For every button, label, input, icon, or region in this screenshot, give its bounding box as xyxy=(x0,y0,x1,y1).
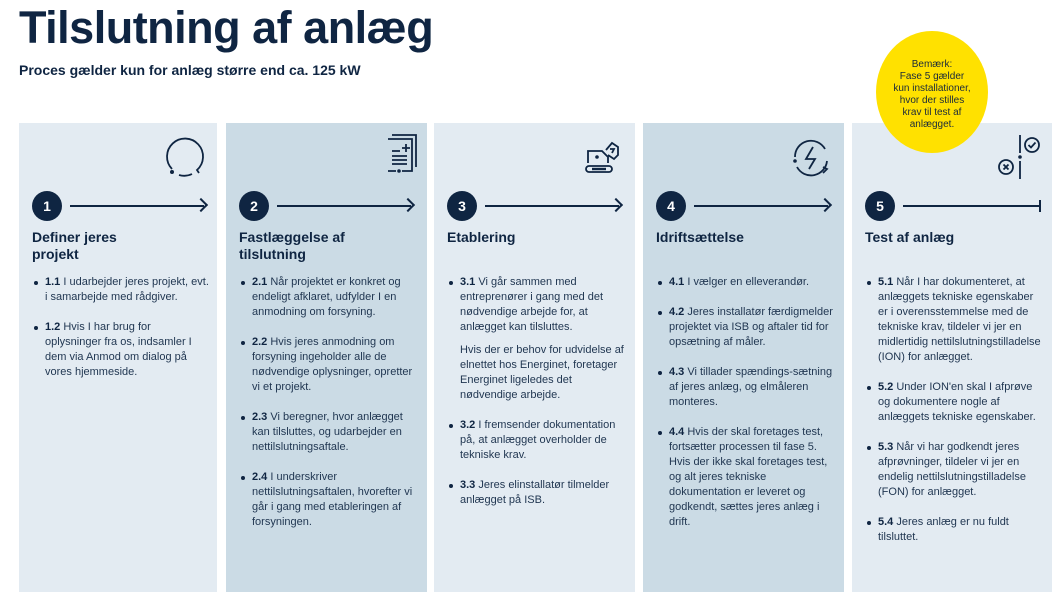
phase-title: Etablering xyxy=(447,229,516,245)
step-number: 5 xyxy=(865,191,895,221)
list-item: 5.4 Jeres anlæg er nu fuldt tilsluttet. xyxy=(865,515,1044,545)
note-text xyxy=(882,53,982,131)
note-line: anlægget. xyxy=(909,119,955,130)
step-indicator xyxy=(447,191,625,219)
phase-title: Fastlæggelse af tilslutning xyxy=(239,229,345,262)
phase-items xyxy=(656,275,836,545)
list-item: 5.1 Når I har dokumenteret, at anlæggets tekniske egenskaber er i overensstemmelse med de tekniske krav, tildeler vi jer en midlertidig nettilslutningstilladelse (ION) for anlægget. xyxy=(865,275,1044,365)
phase-title: Test af anlæg xyxy=(865,229,955,245)
phase-3-panel xyxy=(434,123,635,592)
list-item: 1.2 Hvis I har brug for oplysninger fra os, indsamler I dem via Anmod om dialog på vores hjemmeside. xyxy=(32,320,209,380)
phase-items xyxy=(865,275,1044,560)
timeline-line xyxy=(903,205,1039,207)
laptop-hand-icon xyxy=(580,133,628,181)
phase-title: Idriftsættelse xyxy=(656,229,744,245)
list-item: 3.2 I fremsender dokumentation på, at anlægget overholder de tekniske krav. xyxy=(447,418,627,463)
arrow-line xyxy=(694,205,828,207)
list-item: 2.2 Hvis jeres anmodning om forsyning ingeholder alle de nødvendige oplysninger, opretter vi et projekt. xyxy=(239,335,419,395)
arrow-right-icon xyxy=(818,198,832,212)
arrow-right-icon xyxy=(401,198,415,212)
step-number: 3 xyxy=(447,191,477,221)
arrow-right-icon xyxy=(609,198,623,212)
arrow-line xyxy=(277,205,411,207)
arrow-right-icon xyxy=(194,198,208,212)
page-subtitle: Proces gælder kun for anlæg større end ca. 125 kW xyxy=(19,62,361,78)
list-item: 5.2 Under ION'en skal I afprøve og dokumentere nogle af anlæggets tekniske egenskaber. xyxy=(865,380,1044,425)
list-item: 2.1 Når projektet er konkret og endeligt afklaret, udfylder I en anmodning om forsyning. xyxy=(239,275,419,320)
phase-items xyxy=(447,275,627,523)
page-title: Tilslutning af anlæg xyxy=(19,2,434,53)
note-line: Fase 5 gælder xyxy=(899,71,965,82)
phase-1-panel xyxy=(19,123,217,592)
list-item: 4.4 Hvis der skal foretages test, fortsætter processen til fase 5. Hvis der ikke skal foretages test, og alt jeres tekniske dokumentation er leveret og godkendt, sættes jeres anlæg i drift. xyxy=(656,425,836,530)
timeline-end-icon xyxy=(1039,200,1041,212)
list-item: 3.1 Vi går sammen med entreprenører i gang med det nødvendige arbejde for, at anlægget kan tilsluttes. Hvis der er behov for udvidelse af elnettet hos Energinet, foretager Energinet ligeledes det nødvendige arbejde. xyxy=(447,275,627,403)
list-item: 2.4 I underskriver nettilslutningsaftalen, hvorefter vi går i gang med etableringen af forsyningen. xyxy=(239,470,419,530)
note-line: hvor der stilles xyxy=(899,95,965,106)
list-item: 1.1 I udarbejder jeres projekt, evt. i samarbejde med rådgiver. xyxy=(32,275,209,305)
list-item: 4.3 Vi tillader spændings-sætning af jeres anlæg, og elmåleren monteres. xyxy=(656,365,836,410)
document-plus-icon xyxy=(376,131,424,179)
phase-items xyxy=(239,275,419,545)
step-number: 2 xyxy=(239,191,269,221)
phase-items xyxy=(32,275,209,395)
arrow-line xyxy=(485,205,619,207)
list-item: 4.1 I vælger en elleverandør. xyxy=(656,275,836,290)
note-line: kun installationer, xyxy=(893,83,971,94)
step-indicator xyxy=(32,191,207,219)
phase-4-panel xyxy=(643,123,844,592)
list-item: 3.3 Jeres elinstallatør tilmelder anlægget på ISB. xyxy=(447,478,627,508)
phase-title: Definer jeres projekt xyxy=(32,229,117,262)
step-indicator xyxy=(656,191,834,219)
speech-bubble-icon xyxy=(159,135,207,183)
list-item: 5.3 Når vi har godkendt jeres afprøvninger, tildeler vi jer en endelig nettilslutningstilladelse (FON) for anlægget. xyxy=(865,440,1044,500)
phase-5-panel xyxy=(852,123,1052,592)
step-number: 4 xyxy=(656,191,686,221)
note-line: Bemærk: xyxy=(911,59,953,70)
power-cycle-icon xyxy=(787,135,835,183)
arrow-line xyxy=(70,205,204,207)
list-item: 2.3 Vi beregner, hvor anlægget kan tilsluttes, og udarbejder en nettilslutningsaftale. xyxy=(239,410,419,455)
step-indicator xyxy=(239,191,417,219)
phase-2-panel xyxy=(226,123,427,592)
check-cross-icon xyxy=(996,131,1044,179)
step-number: 1 xyxy=(32,191,62,221)
list-item: 4.2 Jeres installatør færdigmelder projektet via ISB og aftaler tid for opsætning af måler. xyxy=(656,305,836,350)
note-line: krav til test af xyxy=(902,107,962,118)
note-badge xyxy=(876,31,988,153)
step-indicator xyxy=(865,191,1042,219)
